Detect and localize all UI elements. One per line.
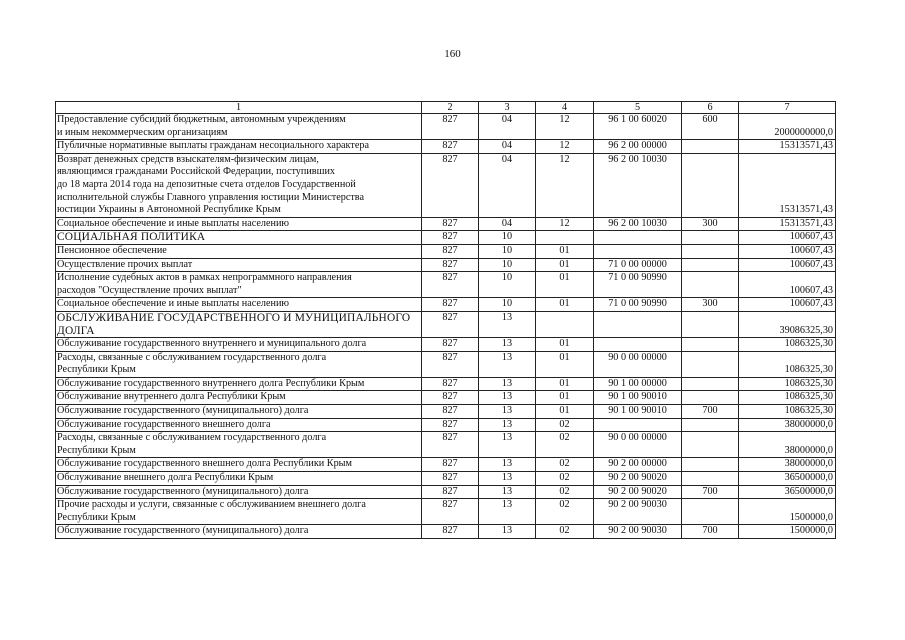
row-description: Публичные нормативные выплаты гражданам несоциального характера <box>56 140 422 154</box>
row-department-code: 827 <box>422 377 479 391</box>
row-amount: 100607,43 <box>739 272 836 298</box>
table-row <box>56 311 836 337</box>
row-target-article: 90 1 00 90010 <box>594 405 682 419</box>
row-amount: 100607,43 <box>739 258 836 272</box>
row-expense-type <box>682 140 739 154</box>
row-section-code: 13 <box>479 351 536 377</box>
table-row <box>56 499 836 525</box>
row-expense-type <box>682 432 739 458</box>
row-subsection-code: 01 <box>536 244 594 258</box>
header-cell: 7 <box>739 102 836 114</box>
table-row <box>56 418 836 432</box>
row-description: Прочие расходы и услуги, связанные с обслуживанием внешнего долга Республики Крым <box>56 499 422 525</box>
row-expense-type <box>682 458 739 472</box>
row-section-code: 04 <box>479 217 536 231</box>
row-description: ОБСЛУЖИВАНИЕ ГОСУДАРСТВЕННОГО И МУНИЦИПАЛЬНОГО ДОЛГА <box>56 311 422 337</box>
row-amount: 100607,43 <box>739 298 836 312</box>
table-row <box>56 231 836 245</box>
row-subsection-code: 01 <box>536 351 594 377</box>
row-department-code: 827 <box>422 311 479 337</box>
row-description: СОЦИАЛЬНАЯ ПОЛИТИКА <box>56 231 422 245</box>
header-cell: 6 <box>682 102 739 114</box>
row-subsection-code: 12 <box>536 140 594 154</box>
row-section-code: 04 <box>479 153 536 217</box>
row-expense-type <box>682 377 739 391</box>
row-expense-type <box>682 272 739 298</box>
row-target-article: 90 0 00 00000 <box>594 351 682 377</box>
row-description: Обслуживание государственного внутреннего долга Республики Крым <box>56 377 422 391</box>
row-amount: 15313571,43 <box>739 153 836 217</box>
row-department-code: 827 <box>422 231 479 245</box>
row-target-article <box>594 418 682 432</box>
row-target-article: 96 2 00 00000 <box>594 140 682 154</box>
row-amount: 36500000,0 <box>739 485 836 499</box>
row-target-article: 90 2 00 90030 <box>594 525 682 539</box>
row-amount: 15313571,43 <box>739 217 836 231</box>
row-amount: 38000000,0 <box>739 432 836 458</box>
row-subsection-code: 02 <box>536 418 594 432</box>
row-department-code: 827 <box>422 114 479 140</box>
row-expense-type <box>682 391 739 405</box>
row-expense-type <box>682 351 739 377</box>
row-subsection-code: 02 <box>536 458 594 472</box>
row-description: Обслуживание государственного (муниципального) долга <box>56 485 422 499</box>
row-description: Социальное обеспечение и иные выплаты населению <box>56 217 422 231</box>
row-target-article: 90 2 00 00000 <box>594 458 682 472</box>
row-subsection-code: 02 <box>536 525 594 539</box>
row-subsection-code: 01 <box>536 298 594 312</box>
row-amount: 1086325,30 <box>739 338 836 352</box>
row-section-code: 13 <box>479 311 536 337</box>
row-target-article: 90 1 00 90010 <box>594 391 682 405</box>
table-row <box>56 140 836 154</box>
row-section-code: 04 <box>479 114 536 140</box>
row-description: Социальное обеспечение и иные выплаты населению <box>56 298 422 312</box>
table-row <box>56 458 836 472</box>
row-target-article: 71 0 00 90990 <box>594 298 682 312</box>
table-row <box>56 472 836 486</box>
row-subsection-code: 01 <box>536 377 594 391</box>
row-expense-type: 300 <box>682 217 739 231</box>
row-description: Обслуживание государственного внешнего долга Республики Крым <box>56 458 422 472</box>
row-department-code: 827 <box>422 153 479 217</box>
row-department-code: 827 <box>422 391 479 405</box>
row-section-code: 13 <box>479 472 536 486</box>
table-row <box>56 153 836 217</box>
row-section-code: 04 <box>479 140 536 154</box>
row-department-code: 827 <box>422 298 479 312</box>
table-header-row <box>56 102 836 114</box>
row-department-code: 827 <box>422 485 479 499</box>
row-target-article <box>594 231 682 245</box>
row-subsection-code: 01 <box>536 338 594 352</box>
row-section-code: 13 <box>479 338 536 352</box>
row-target-article <box>594 311 682 337</box>
table-row <box>56 298 836 312</box>
table-row <box>56 405 836 419</box>
row-section-code: 10 <box>479 298 536 312</box>
row-expense-type <box>682 258 739 272</box>
table-row <box>56 217 836 231</box>
row-subsection-code: 12 <box>536 217 594 231</box>
row-amount: 100607,43 <box>739 244 836 258</box>
row-expense-type: 700 <box>682 525 739 539</box>
row-description: Обслуживание государственного внутреннего и муниципального долга <box>56 338 422 352</box>
row-description: Обслуживание государственного (муниципального) долга <box>56 405 422 419</box>
row-department-code: 827 <box>422 217 479 231</box>
row-expense-type <box>682 311 739 337</box>
row-amount: 1086325,30 <box>739 405 836 419</box>
row-expense-type <box>682 231 739 245</box>
row-department-code: 827 <box>422 244 479 258</box>
row-amount: 15313571,43 <box>739 140 836 154</box>
row-amount: 1086325,30 <box>739 377 836 391</box>
row-expense-type: 700 <box>682 485 739 499</box>
row-department-code: 827 <box>422 272 479 298</box>
row-subsection-code: 02 <box>536 472 594 486</box>
row-section-code: 10 <box>479 231 536 245</box>
table-row <box>56 244 836 258</box>
header-cell: 1 <box>56 102 422 114</box>
row-subsection-code: 02 <box>536 499 594 525</box>
row-description: Обслуживание внутреннего долга Республики Крым <box>56 391 422 405</box>
table-row <box>56 377 836 391</box>
row-amount: 38000000,0 <box>739 418 836 432</box>
row-section-code: 13 <box>479 525 536 539</box>
row-amount: 36500000,0 <box>739 472 836 486</box>
row-description: Возврат денежных средств взыскателям-физическим лицам, являющимся гражданами Российской Федерации, поступивших до 18 марта 2014 года на депозитные счета отделов Государственной исполнительной службы Главного управления юстиции Министерства юстиции Украины в Автономной Республике Крым <box>56 153 422 217</box>
row-expense-type: 300 <box>682 298 739 312</box>
row-target-article: 90 2 00 90020 <box>594 472 682 486</box>
table-row <box>56 272 836 298</box>
row-target-article: 90 0 00 00000 <box>594 432 682 458</box>
row-department-code: 827 <box>422 351 479 377</box>
row-subsection-code: 12 <box>536 153 594 217</box>
row-section-code: 13 <box>479 432 536 458</box>
table-row <box>56 432 836 458</box>
row-target-article: 71 0 00 00000 <box>594 258 682 272</box>
row-amount: 2000000000,0 <box>739 114 836 140</box>
row-target-article <box>594 338 682 352</box>
row-subsection-code: 01 <box>536 405 594 419</box>
row-target-article: 71 0 00 90990 <box>594 272 682 298</box>
row-amount: 1086325,30 <box>739 391 836 405</box>
row-amount: 39086325,30 <box>739 311 836 337</box>
row-expense-type <box>682 153 739 217</box>
table-row <box>56 485 836 499</box>
row-section-code: 10 <box>479 244 536 258</box>
row-amount: 38000000,0 <box>739 458 836 472</box>
row-expense-type <box>682 472 739 486</box>
row-subsection-code: 01 <box>536 272 594 298</box>
row-section-code: 13 <box>479 485 536 499</box>
row-subsection-code <box>536 311 594 337</box>
row-description: Осуществление прочих выплат <box>56 258 422 272</box>
table-row <box>56 258 836 272</box>
row-section-code: 13 <box>479 405 536 419</box>
row-target-article: 90 2 00 90030 <box>594 499 682 525</box>
row-subsection-code: 02 <box>536 485 594 499</box>
row-description: Расходы, связанные с обслуживанием государственного долга Республики Крым <box>56 432 422 458</box>
row-section-code: 13 <box>479 391 536 405</box>
row-department-code: 827 <box>422 472 479 486</box>
row-subsection-code: 01 <box>536 391 594 405</box>
row-department-code: 827 <box>422 525 479 539</box>
row-department-code: 827 <box>422 258 479 272</box>
row-target-article: 96 2 00 10030 <box>594 153 682 217</box>
row-section-code: 10 <box>479 272 536 298</box>
row-amount: 1500000,0 <box>739 525 836 539</box>
table-row <box>56 338 836 352</box>
row-description: Обслуживание государственного (муниципального) долга <box>56 525 422 539</box>
table-row <box>56 391 836 405</box>
row-expense-type <box>682 418 739 432</box>
header-cell: 4 <box>536 102 594 114</box>
row-expense-type <box>682 499 739 525</box>
row-department-code: 827 <box>422 432 479 458</box>
row-description: Расходы, связанные с обслуживанием государственного долга Республики Крым <box>56 351 422 377</box>
row-target-article: 90 1 00 00000 <box>594 377 682 391</box>
row-expense-type: 600 <box>682 114 739 140</box>
row-section-code: 13 <box>479 499 536 525</box>
row-description: Предоставление субсидий бюджетным, автономным учреждениям и иным некоммерческим организациям <box>56 114 422 140</box>
row-description: Пенсионное обеспечение <box>56 244 422 258</box>
row-target-article: 96 1 00 60020 <box>594 114 682 140</box>
row-target-article: 96 2 00 10030 <box>594 217 682 231</box>
row-amount: 1500000,0 <box>739 499 836 525</box>
table-row <box>56 351 836 377</box>
header-cell: 2 <box>422 102 479 114</box>
row-department-code: 827 <box>422 458 479 472</box>
row-department-code: 827 <box>422 418 479 432</box>
row-target-article: 90 2 00 90020 <box>594 485 682 499</box>
row-expense-type <box>682 338 739 352</box>
row-section-code: 13 <box>479 418 536 432</box>
row-subsection-code: 02 <box>536 432 594 458</box>
row-subsection-code <box>536 231 594 245</box>
row-subsection-code: 12 <box>536 114 594 140</box>
row-department-code: 827 <box>422 499 479 525</box>
row-expense-type <box>682 244 739 258</box>
row-department-code: 827 <box>422 140 479 154</box>
page-number: 160 <box>444 48 461 60</box>
row-expense-type: 700 <box>682 405 739 419</box>
header-cell: 3 <box>479 102 536 114</box>
row-subsection-code: 01 <box>536 258 594 272</box>
row-section-code: 13 <box>479 458 536 472</box>
row-section-code: 13 <box>479 377 536 391</box>
row-department-code: 827 <box>422 405 479 419</box>
table-row <box>56 114 836 140</box>
budget-table <box>55 101 836 539</box>
row-target-article <box>594 244 682 258</box>
row-amount: 100607,43 <box>739 231 836 245</box>
header-cell: 5 <box>594 102 682 114</box>
row-amount: 1086325,30 <box>739 351 836 377</box>
row-description: Исполнение судебных актов в рамках непрограммного направления расходов "Осуществление прочих выплат" <box>56 272 422 298</box>
row-department-code: 827 <box>422 338 479 352</box>
row-description: Обслуживание внешнего долга Республики Крым <box>56 472 422 486</box>
row-section-code: 10 <box>479 258 536 272</box>
table-row <box>56 525 836 539</box>
row-description: Обслуживание государственного внешнего долга <box>56 418 422 432</box>
